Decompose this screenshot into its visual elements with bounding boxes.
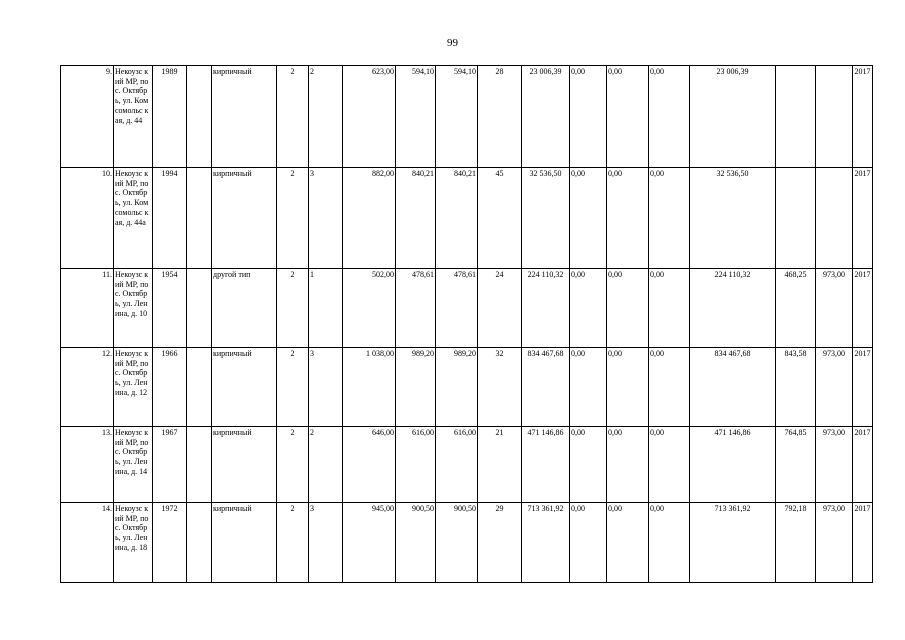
funding-federal-cell: 0,00 [570, 348, 607, 427]
floors-cell: 2 [277, 269, 309, 348]
living-area-cell: 478,61 [436, 269, 478, 348]
table-row [61, 66, 873, 168]
unit-cost-cell: 792,18 [776, 503, 816, 583]
entrances-cell: 2 [309, 427, 343, 503]
table-row [61, 503, 873, 583]
address-cell: Некоузс кий МР, пос. Октябр ь, ул. Ленина, д. 14 [114, 427, 153, 503]
funding-local-cell: 0,00 [649, 348, 690, 427]
entrances-cell: 3 [309, 503, 343, 583]
wall-material-cell: кирпичный [212, 168, 277, 269]
funding-local-cell: 0,00 [649, 427, 690, 503]
wall-material-cell: кирпичный [212, 503, 277, 583]
entrances-cell: 3 [309, 168, 343, 269]
row-number: 11. [61, 269, 114, 348]
premises-area-cell: 616,00 [396, 427, 436, 503]
address-cell: Некоузс кий МР, пос. Октябр ь, ул. Ком сомольс кая, д. 44а [114, 168, 153, 269]
floors-cell: 2 [277, 66, 309, 168]
total-area-cell: 1 038,00 [343, 348, 396, 427]
year-built-cell: 1967 [153, 427, 187, 503]
completion-year-cell: 2017 [853, 427, 873, 503]
housing-register-table [60, 65, 873, 583]
completion-year-cell: 2017 [853, 348, 873, 427]
empty-cell [187, 427, 212, 503]
unit-cost-cell: 843,58 [776, 348, 816, 427]
entrances-cell: 3 [309, 348, 343, 427]
cost-limit-cell: 973,00 [816, 269, 853, 348]
total-area-cell: 945,00 [343, 503, 396, 583]
residents-cell: 45 [478, 168, 522, 269]
funding-regional-cell: 0,00 [607, 66, 649, 168]
funding-owners-cell: 713 361,92 [690, 503, 776, 583]
funding-regional-cell: 0,00 [607, 503, 649, 583]
funding-owners-cell: 32 536,50 [690, 168, 776, 269]
empty-cell [187, 348, 212, 427]
funding-owners-cell: 471 146,86 [690, 427, 776, 503]
funding-federal-cell: 0,00 [570, 269, 607, 348]
floors-cell: 2 [277, 168, 309, 269]
premises-area-cell: 840,21 [396, 168, 436, 269]
floors-cell: 2 [277, 503, 309, 583]
living-area-cell: 616,00 [436, 427, 478, 503]
unit-cost-cell: 764,85 [776, 427, 816, 503]
table-row [61, 269, 873, 348]
repair-cost-cell: 23 006,39 [522, 66, 570, 168]
funding-local-cell: 0,00 [649, 168, 690, 269]
entrances-cell: 1 [309, 269, 343, 348]
completion-year-cell: 2017 [853, 503, 873, 583]
entrances-cell: 2 [309, 66, 343, 168]
premises-area-cell: 594,10 [396, 66, 436, 168]
wall-material-cell: кирпичный [212, 348, 277, 427]
cost-limit-cell: 973,00 [816, 348, 853, 427]
wall-material-cell: кирпичный [212, 66, 277, 168]
total-area-cell: 646,00 [343, 427, 396, 503]
unit-cost-cell [776, 168, 816, 269]
living-area-cell: 594,10 [436, 66, 478, 168]
cost-limit-cell: 973,00 [816, 427, 853, 503]
completion-year-cell: 2017 [853, 66, 873, 168]
living-area-cell: 840,21 [436, 168, 478, 269]
table-row [61, 168, 873, 269]
funding-owners-cell: 224 110,32 [690, 269, 776, 348]
year-built-cell: 1994 [153, 168, 187, 269]
cost-limit-cell [816, 168, 853, 269]
page-number: 99 [447, 37, 458, 49]
row-number: 9. [61, 66, 114, 168]
premises-area-cell: 900,50 [396, 503, 436, 583]
residents-cell: 29 [478, 503, 522, 583]
funding-federal-cell: 0,00 [570, 66, 607, 168]
address-cell: Некоузс кий МР, пос. Октябр ь, ул. Ком сомольс кая, д. 44 [114, 66, 153, 168]
completion-year-cell: 2017 [853, 168, 873, 269]
wall-material-cell: другой тип [212, 269, 277, 348]
funding-owners-cell: 834 467,68 [690, 348, 776, 427]
funding-federal-cell: 0,00 [570, 168, 607, 269]
repair-cost-cell: 224 110,32 [522, 269, 570, 348]
row-number: 12. [61, 348, 114, 427]
funding-local-cell: 0,00 [649, 66, 690, 168]
year-built-cell: 1966 [153, 348, 187, 427]
year-built-cell: 1989 [153, 66, 187, 168]
residents-cell: 24 [478, 269, 522, 348]
premises-area-cell: 478,61 [396, 269, 436, 348]
residents-cell: 21 [478, 427, 522, 503]
unit-cost-cell: 468,25 [776, 269, 816, 348]
repair-cost-cell: 713 361,92 [522, 503, 570, 583]
total-area-cell: 882,00 [343, 168, 396, 269]
living-area-cell: 900,50 [436, 503, 478, 583]
funding-regional-cell: 0,00 [607, 168, 649, 269]
funding-regional-cell: 0,00 [607, 348, 649, 427]
address-cell: Некоузс кий МР, пос. Октябр ь, ул. Ленина, д. 10 [114, 269, 153, 348]
row-number: 14. [61, 503, 114, 583]
floors-cell: 2 [277, 348, 309, 427]
funding-local-cell: 0,00 [649, 269, 690, 348]
address-cell: Некоузс кий МР, пос. Октябр ь, ул. Ленина, д. 12 [114, 348, 153, 427]
table-row [61, 427, 873, 503]
total-area-cell: 502,00 [343, 269, 396, 348]
year-built-cell: 1972 [153, 503, 187, 583]
funding-federal-cell: 0,00 [570, 427, 607, 503]
funding-federal-cell: 0,00 [570, 503, 607, 583]
address-cell: Некоузс кий МР, пос. Октябр ь, ул. Ленина, д. 18 [114, 503, 153, 583]
repair-cost-cell: 834 467,68 [522, 348, 570, 427]
row-number: 10. [61, 168, 114, 269]
residents-cell: 28 [478, 66, 522, 168]
premises-area-cell: 989,20 [396, 348, 436, 427]
cost-limit-cell: 973,00 [816, 503, 853, 583]
empty-cell [187, 503, 212, 583]
empty-cell [187, 168, 212, 269]
row-number: 13. [61, 427, 114, 503]
repair-cost-cell: 471 146,86 [522, 427, 570, 503]
year-built-cell: 1954 [153, 269, 187, 348]
empty-cell [187, 269, 212, 348]
total-area-cell: 623,00 [343, 66, 396, 168]
funding-regional-cell: 0,00 [607, 427, 649, 503]
table-row [61, 348, 873, 427]
residents-cell: 32 [478, 348, 522, 427]
living-area-cell: 989,20 [436, 348, 478, 427]
cost-limit-cell [816, 66, 853, 168]
repair-cost-cell: 32 536,50 [522, 168, 570, 269]
floors-cell: 2 [277, 427, 309, 503]
funding-regional-cell: 0,00 [607, 269, 649, 348]
wall-material-cell: кирпичный [212, 427, 277, 503]
funding-local-cell: 0,00 [649, 503, 690, 583]
unit-cost-cell [776, 66, 816, 168]
empty-cell [187, 66, 212, 168]
completion-year-cell: 2017 [853, 269, 873, 348]
funding-owners-cell: 23 006,39 [690, 66, 776, 168]
